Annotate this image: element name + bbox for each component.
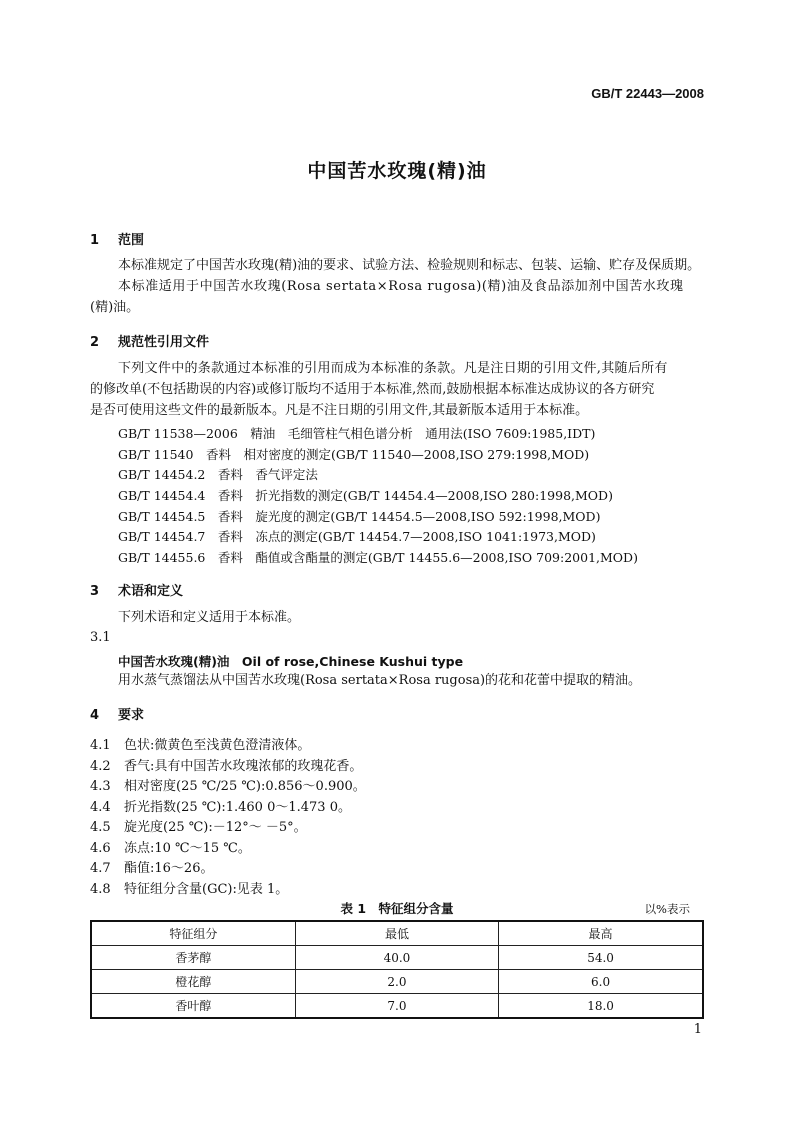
requirement-item (90, 755, 362, 774)
item-text: 特征组分含量(GC):见表 1。 (124, 882, 289, 897)
reference-item: GB/T 14454.5 香料 旋光度的测定(GB/T 14454.5—2008,ISO 592:1998,MOD) (118, 509, 601, 524)
table-cell: 7.0 (295, 994, 498, 1019)
section-2-heading (90, 331, 209, 350)
standard-number: GB/T 22443—2008 (591, 86, 704, 101)
reference-item: GB/T 14454.2 香料 香气评定法 (118, 467, 318, 482)
paragraph: (精)油。 (90, 300, 140, 315)
table-cell: 40.0 (295, 946, 498, 970)
item-number: 4.3 (90, 779, 111, 794)
table-row (91, 970, 703, 994)
item-text: 折光指数(25 ℃):1.460 0～1.473 0。 (124, 800, 351, 815)
item-number: 4.2 (90, 759, 111, 774)
section-title: 范围 (118, 233, 145, 248)
reference-item: GB/T 11538—2006 精油 毛细管柱气相色谱分析 通用法(ISO 7609:1985,IDT) (118, 426, 596, 441)
item-number: 4.7 (90, 861, 111, 876)
requirement-item (90, 796, 351, 815)
term-heading: 中国苦水玫瑰(精)油 Oil of rose,Chinese Kushui type (118, 654, 464, 669)
item-number: 4.5 (90, 820, 111, 835)
column-header: 特征组分 (91, 921, 295, 946)
item-text: 旋光度(25 ℃):－12°～ －5°。 (124, 820, 307, 835)
item-number: 4.1 (90, 738, 111, 753)
paragraph: 本标准规定了中国苦水玫瑰(精)油的要求、试验方法、检验规则和标志、包装、运输、贮存及保质期。 (118, 258, 701, 273)
page-number: 1 (693, 1022, 702, 1037)
section-number: 3 (90, 584, 100, 599)
item-text: 香气:具有中国苦水玫瑰浓郁的玫瑰花香。 (124, 759, 363, 774)
paragraph: 下列文件中的条款通过本标准的引用而成为本标准的条款。凡是注日期的引用文件,其随后所有 (118, 361, 668, 376)
section-number: 4 (90, 708, 100, 723)
term-definition: 用水蒸气蒸馏法从中国苦水玫瑰(Rosa sertata×Rosa rugosa)的花和花蕾中提取的精油。 (118, 673, 642, 688)
table-unit-note: 以%表示 (644, 902, 690, 916)
section-title: 规范性引用文件 (118, 335, 210, 350)
requirement-item (90, 816, 307, 835)
requirement-item (90, 878, 288, 897)
section-4-heading (90, 704, 144, 723)
table-cell: 6.0 (499, 970, 703, 994)
table-cell: 橙花醇 (91, 970, 295, 994)
requirement-item (90, 837, 251, 856)
paragraph: 的修改单(不包括勘误的内容)或修订版均不适用于本标准,然而,鼓励根据本标准达成协议的各方研究 (90, 382, 655, 397)
requirement-item (90, 734, 310, 753)
characteristic-components-table (90, 920, 704, 1019)
table-cell: 2.0 (295, 970, 498, 994)
table-caption: 表 1 特征组分含量 (340, 901, 454, 916)
table-cell: 18.0 (499, 994, 703, 1019)
table-cell: 香茅醇 (91, 946, 295, 970)
item-text: 冻点:10 ℃～15 ℃。 (124, 841, 251, 856)
table-header-row (91, 921, 703, 946)
document-title: 中国苦水玫瑰(精)油 (307, 160, 487, 182)
section-3-heading (90, 580, 183, 599)
column-header: 最低 (295, 921, 498, 946)
subclause-number: 3.1 (90, 630, 111, 645)
section-title: 术语和定义 (118, 584, 184, 599)
column-header: 最高 (499, 921, 703, 946)
section-title: 要求 (118, 708, 145, 723)
item-text: 酯值:16～26。 (124, 861, 214, 876)
table-row (91, 946, 703, 970)
table-cell: 54.0 (499, 946, 703, 970)
requirement-item (90, 775, 366, 794)
item-number: 4.4 (90, 800, 111, 815)
item-number: 4.6 (90, 841, 111, 856)
reference-item: GB/T 14455.6 香料 酯值或含酯量的测定(GB/T 14455.6—2008,ISO 709:2001,MOD) (118, 550, 638, 565)
table-cell: 香叶醇 (91, 994, 295, 1019)
item-number: 4.8 (90, 882, 111, 897)
paragraph: 下列术语和定义适用于本标准。 (118, 610, 301, 625)
reference-item: GB/T 14454.7 香料 冻点的测定(GB/T 14454.7—2008,ISO 1041:1973,MOD) (118, 529, 596, 544)
item-text: 色状:微黄色至浅黄色澄清液体。 (124, 738, 311, 753)
paragraph: 本标准适用于中国苦水玫瑰(Rosa sertata×Rosa rugosa)(精)油及食品添加剂中国苦水玫瑰 (118, 279, 684, 294)
reference-item: GB/T 11540 香料 相对密度的测定(GB/T 11540—2008,ISO 279:1998,MOD) (118, 447, 590, 462)
paragraph: 是否可使用这些文件的最新版本。凡是不注日期的引用文件,其最新版本适用于本标准。 (90, 403, 589, 418)
requirement-item (90, 857, 213, 876)
section-1-heading (90, 229, 144, 248)
reference-item: GB/T 14454.4 香料 折光指数的测定(GB/T 14454.4—2008,ISO 280:1998,MOD) (118, 488, 613, 503)
item-text: 相对密度(25 ℃/25 ℃):0.856～0.900。 (124, 779, 366, 794)
section-number: 2 (90, 335, 100, 350)
table-row (91, 994, 703, 1019)
section-number: 1 (90, 233, 100, 248)
